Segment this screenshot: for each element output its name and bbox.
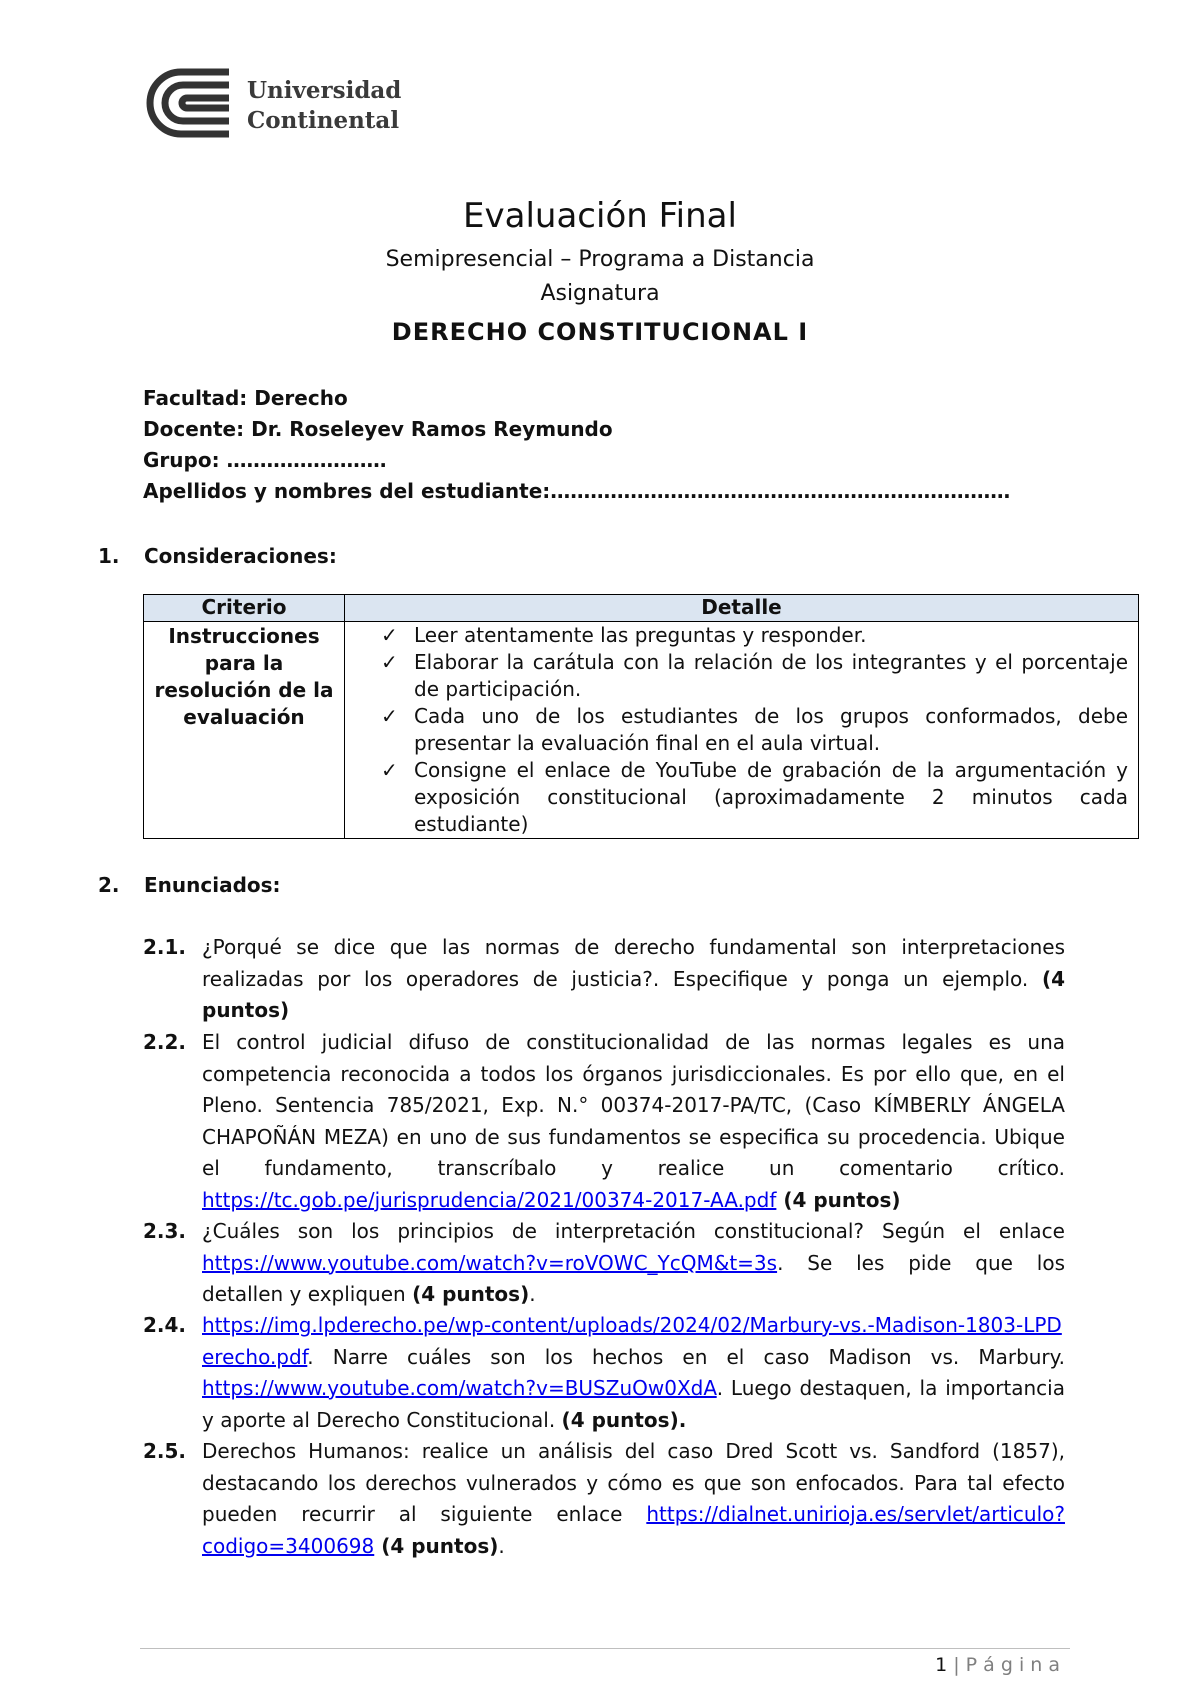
question-number: 2.3.	[143, 1219, 187, 1243]
page-footer: 1 | P á g i n a	[935, 1654, 1060, 1676]
section-consideraciones	[98, 544, 337, 568]
question-2-3: 2.3. ¿Cuáles son los principios de interpretación constitucional? Según el enlace https://www.youtube.com/watch?v=roVOWC_YcQM&t=3s. Se les pide que los detallen y expliquen (4 puntos).	[143, 1216, 1065, 1311]
detalle-cell	[345, 622, 1139, 839]
page-subtitle: Semipresencial – Programa a Distancia	[385, 247, 815, 272]
question-number: 2.2.	[143, 1030, 187, 1054]
question-points: (4 puntos)	[374, 1533, 499, 1558]
page-number: 1	[935, 1654, 948, 1676]
university-logo	[143, 68, 402, 142]
question-points: (4 puntos)	[202, 966, 1065, 1022]
list-item: ✓ Cada uno de los estudiantes de los grupos conformados, debe presentar la evaluación final en el aula virtual.	[381, 704, 1128, 755]
section-number: 1.	[98, 544, 120, 568]
section-number: 2.	[98, 873, 120, 897]
question-number: 2.1.	[143, 935, 187, 959]
question-points: (4 puntos).	[561, 1407, 687, 1432]
table-header-row	[144, 595, 1139, 622]
logo-line-2: Continental	[247, 107, 400, 134]
question-number: 2.5.	[143, 1439, 187, 1463]
col-detalle: Detalle	[345, 595, 1139, 622]
page-label: P á g i n a	[965, 1654, 1060, 1676]
youtube-link[interactable]: https://www.youtube.com/watch?v=roVOWC_YcQM&t=3s	[202, 1250, 778, 1275]
question-number: 2.4.	[143, 1313, 187, 1337]
course-name: DERECHO CONSTITUCIONAL I	[391, 318, 809, 346]
checkmark-icon: ✓	[381, 704, 398, 728]
grupo-line: Grupo: ……………………	[143, 448, 387, 472]
dialnet-link[interactable]: https://dialnet.unirioja.es/servlet/articulo?codigo=3400698	[202, 1502, 1065, 1558]
checkmark-icon: ✓	[381, 650, 398, 674]
list-item: ✓ Consigne el enlace de YouTube de grabación de la argumentación y exposición constitucional (aproximadamente 2 minutos cada estudiante)	[381, 758, 1128, 836]
question-2-2: 2.2. El control judicial difuso de constitucionalidad de las normas legales es una competencia reconocida a todos los órganos jurisdiccionales. Es por ello que, en el Pleno. Sentencia 785/2021, Exp. N.° 00374-2017-PA/TC, (Caso KÍMBERLY ÁNGELA CHAPOÑÁN MEZA) en uno de sus fundamentos se especifica su procedencia. Ubique el fundamento, transcríbalo y realice un comentario crítico. https://tc.gob.pe/jurisprudencia/2021/00374-2017-AA.pdf (4 puntos)	[143, 1027, 1065, 1216]
question-points: (4 puntos)	[776, 1187, 901, 1212]
asignatura-label: Asignatura	[540, 281, 660, 306]
docente-line: Docente: Dr. Roseleyev Ramos Reymundo	[143, 417, 613, 441]
list-item: ✓ Leer atentamente las preguntas y responder.	[381, 623, 867, 647]
logo-line-1: Universidad	[247, 77, 402, 104]
youtube-link[interactable]: https://www.youtube.com/watch?v=BUSZuOw0XdA	[202, 1376, 717, 1400]
section-title: Consideraciones:	[144, 544, 337, 568]
checkmark-icon: ✓	[381, 758, 398, 782]
checkmark-icon: ✓	[381, 623, 398, 647]
section-title: Enunciados:	[144, 873, 281, 897]
section-enunciados	[98, 873, 281, 897]
apellidos-line: Apellidos y nombres del estudiante:……………………………………………………………	[143, 479, 1011, 503]
criterio-cell: Instrucciones para la resolución de la evaluación	[144, 622, 345, 839]
lpderecho-pdf-link[interactable]: https://img.lpderecho.pe/wp-content/uploads/2024/02/Marbury-vs.-Madison-1803-LPDerecho.pdf	[202, 1313, 1062, 1369]
facultad-line: Facultad: Derecho	[143, 386, 348, 410]
col-criterio: Criterio	[144, 595, 345, 622]
question-2-1: 2.1. ¿Porqué se dice que las normas de derecho fundamental son interpretaciones realizadas por los operadores de justicia?. Especifique y ponga un ejemplo. (4 puntos)	[143, 932, 1065, 1027]
criteria-table	[143, 594, 1139, 839]
question-points: (4 puntos)	[412, 1282, 530, 1306]
page-title: Evaluación Final	[463, 196, 737, 236]
question-2-4: 2.4. https://img.lpderecho.pe/wp-content/uploads/2024/02/Marbury-vs.-Madison-1803-LPDerecho.pdf. Narre cuáles son los hechos en el caso Madison vs. Marbury. https://www.youtube.com/watch?v=BUSZuOw0XdA. Luego destaquen, la importancia y aporte al Derecho Constitucional. (4 puntos).	[143, 1310, 1065, 1436]
question-2-5: 2.5. Derechos Humanos: realice un análisis del caso Dred Scott vs. Sandford (1857), destacando los derechos vulnerados y cómo es que son enfocados. Para tal efecto pueden recurrir al siguiente enlace https://dialnet.unirioja.es/servlet/articulo?codigo=3400698 (4 puntos).	[143, 1436, 1065, 1562]
table-row	[144, 622, 1139, 839]
list-item: ✓ Elaborar la carátula con la relación de los integrantes y el porcentaje de participación.	[381, 650, 1128, 701]
tc-jurisprudencia-link[interactable]: https://tc.gob.pe/jurisprudencia/2021/00374-2017-AA.pdf	[202, 1187, 777, 1212]
footer-divider	[140, 1648, 1070, 1649]
continental-logo-icon	[143, 68, 233, 138]
